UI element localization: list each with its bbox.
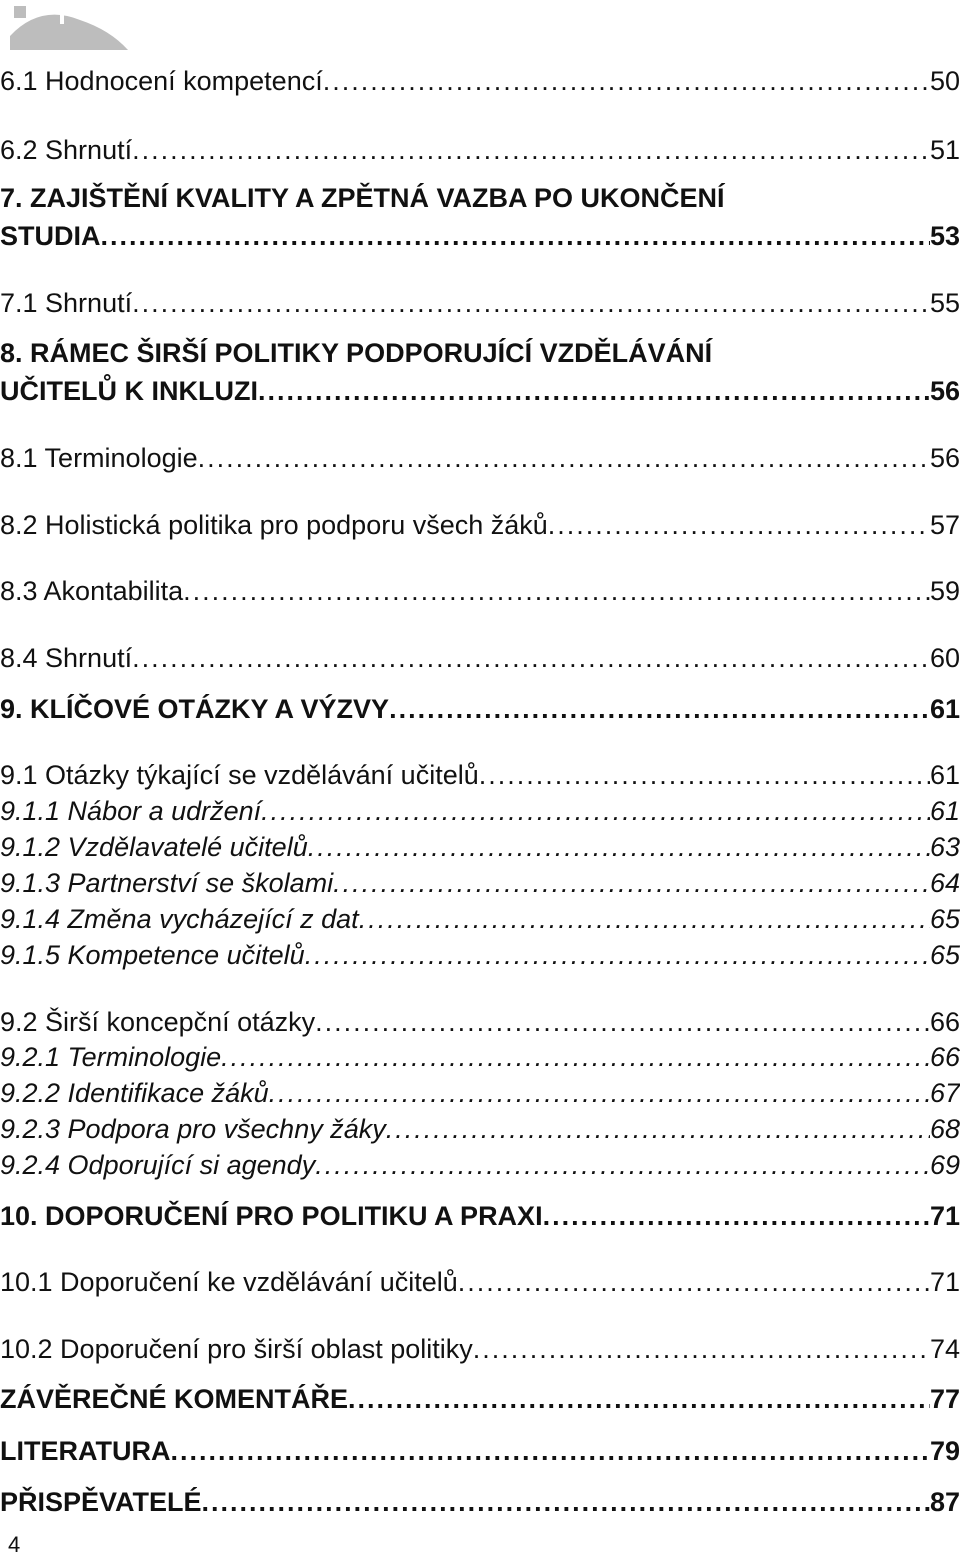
toc-entry-title: UČITELŮ K INKLUZI [0,376,258,406]
toc-entry-title: 10.1 Doporučení ke vzdělávání učitelů [0,1267,458,1297]
toc-entry[interactable] [0,798,960,825]
toc-entry-page: 60 [929,643,960,673]
toc-entry-page: 66 [929,1042,960,1072]
toc-entry-title: STUDIA [0,221,101,251]
toc-leader-dots [315,1152,930,1179]
toc-entry-title: 8.1 Terminologie [0,443,198,473]
toc-leader-dots [305,942,930,969]
toc-entry-title: 9.1.5 Kompetence učitelů [0,940,305,970]
toc-entry-page: 56 [929,443,960,473]
toc-entry[interactable] [0,870,960,897]
toc-leader-dots [323,68,930,95]
toc-entry-title: 9.1 Otázky týkající se vzdělávání učitelů [0,760,479,790]
toc-entry-page: 71 [929,1267,960,1297]
toc-entry-title: 9.1.3 Partnerství se školami [0,868,334,898]
toc-entry-title: 8.3 Akontabilita [0,576,184,606]
toc-leader-dots [202,1489,930,1516]
toc-entry-title: 6.1 Hodnocení kompetencí [0,66,323,96]
toc-entry-page: 77 [929,1384,960,1414]
toc-leader-dots [389,696,930,723]
toc-leader-dots [458,1269,930,1296]
toc-entry-title: 7.1 Shrnutí [0,288,133,318]
toc-entry-page: 59 [929,576,960,606]
toc-entry[interactable] [0,1152,960,1179]
toc-entry[interactable] [0,290,960,317]
toc-entry-page: 65 [929,904,960,934]
toc-entry-page: 74 [929,1334,960,1364]
toc-entry-title: 9.1.4 Změna vycházející z dat [0,904,359,934]
toc-entry-title: PŘISPĚVATELÉ [0,1487,202,1517]
toc-leader-dots [473,1336,930,1363]
toc-leader-dots [333,870,930,897]
toc-entry-title: 8.4 Shrnutí [0,643,133,673]
toc-entry-page: 79 [929,1436,960,1466]
toc-entry-page: 65 [929,940,960,970]
toc-entry-title: 9.2 Širší koncepční otázky [0,1007,316,1037]
toc-entry-title: LITERATURA [0,1436,171,1466]
toc-leader-dots [258,378,930,405]
toc-leader-dots [348,1386,930,1413]
toc-entry-page: 51 [929,135,960,165]
toc-entry[interactable] [0,185,960,250]
toc-entry-title-line1: 8. RÁMEC ŠIRŠÍ POLITIKY PODPORUJÍCÍ VZDĚLÁVÁNÍ [0,338,713,368]
toc-leader-dots [132,290,930,317]
toc-leader-dots [548,512,930,539]
toc-entry-page: 66 [929,1007,960,1037]
page-number: 4 [8,1532,21,1557]
toc-entry-title-line1: 7. ZAJIŠTĚNÍ KVALITY A ZPĚTNÁ VAZBA PO UKONČENÍ [0,183,725,213]
toc-entry-title: 8.2 Holistická politika pro podporu všech žáků [0,510,548,540]
toc-entry[interactable] [0,906,960,933]
toc-entry[interactable] [0,1203,960,1230]
toc-entry-title: 10. DOPORUČENÍ PRO POLITIKU A PRAXI [0,1201,543,1231]
toc-leader-dots [221,1044,930,1071]
toc-entry-page: 55 [929,288,960,318]
toc-entry[interactable] [0,1336,960,1363]
toc-leader-dots [132,137,930,164]
toc-entry-page: 50 [929,66,960,96]
toc-entry-page: 69 [929,1150,960,1180]
toc-entry-page: 64 [929,868,960,898]
toc-entry-page: 68 [929,1114,960,1144]
toc-entry-title: 10.2 Doporučení pro širší oblast politiky [0,1334,473,1364]
toc-entry-title: 9.2.1 Terminologie [0,1042,222,1072]
toc-entry-title: 9.1.1 Nábor a udržení [0,796,262,826]
toc-entry[interactable] [0,834,960,861]
toc-entry[interactable] [0,1044,960,1071]
toc-entry[interactable] [0,512,960,539]
toc-entry-title: 9.2.4 Odporující si agendy [0,1150,316,1180]
toc-entry[interactable] [0,696,960,723]
toc-entry[interactable] [0,68,960,95]
toc-entry[interactable] [0,942,960,969]
toc-leader-dots [101,223,930,250]
toc-entry-page: 56 [929,376,960,406]
house-logo-icon [0,0,135,52]
toc-leader-dots [315,1009,930,1036]
toc-leader-dots [543,1203,930,1230]
toc-leader-dots [198,445,930,472]
toc-entry[interactable] [0,1009,960,1036]
toc-entry[interactable] [0,578,960,605]
toc-entry-page: 71 [929,1201,960,1231]
toc-entry-title: ZÁVĚREČNÉ KOMENTÁŘE [0,1384,349,1414]
toc-entry-title: 9.1.2 Vzdělavatelé učitelů [0,832,308,862]
toc-entry[interactable] [0,1438,960,1465]
toc-entry-page: 61 [929,760,960,790]
toc-leader-dots [269,1080,930,1107]
toc-entry[interactable] [0,340,960,405]
toc-leader-dots [359,906,930,933]
toc-entry-title: 9.2.2 Identifikace žáků [0,1078,269,1108]
toc-entry-page: 61 [929,796,960,826]
toc-entry[interactable] [0,762,960,789]
toc-entry[interactable] [0,1116,960,1143]
toc-entry[interactable] [0,137,960,164]
toc-leader-dots [479,762,930,789]
toc-leader-dots [170,1438,929,1465]
toc-entry-page: 63 [929,832,960,862]
toc-entry-page: 57 [929,510,960,540]
toc-entry-title: 6.2 Shrnutí [0,135,133,165]
toc-entry[interactable] [0,645,960,672]
toc-entry[interactable] [0,1386,960,1413]
toc-entry-page: 87 [929,1487,960,1517]
toc-entry-title: 9.2.3 Podpora pro všechny žáky [0,1114,386,1144]
toc-entry[interactable] [0,1269,960,1296]
toc-leader-dots [261,798,930,825]
toc-entry[interactable] [0,445,960,472]
toc-entry-page: 67 [929,1078,960,1108]
toc-entry-page: 53 [929,221,960,251]
toc-entry[interactable] [0,1080,960,1107]
toc-leader-dots [132,645,930,672]
toc-leader-dots [308,834,930,861]
toc-leader-dots [386,1116,930,1143]
toc-entry[interactable] [0,1489,960,1516]
toc-entry-page: 61 [929,694,960,724]
toc-leader-dots [183,578,930,605]
toc-entry-title: 9. KLÍČOVÉ OTÁZKY A VÝZVY [0,694,390,724]
